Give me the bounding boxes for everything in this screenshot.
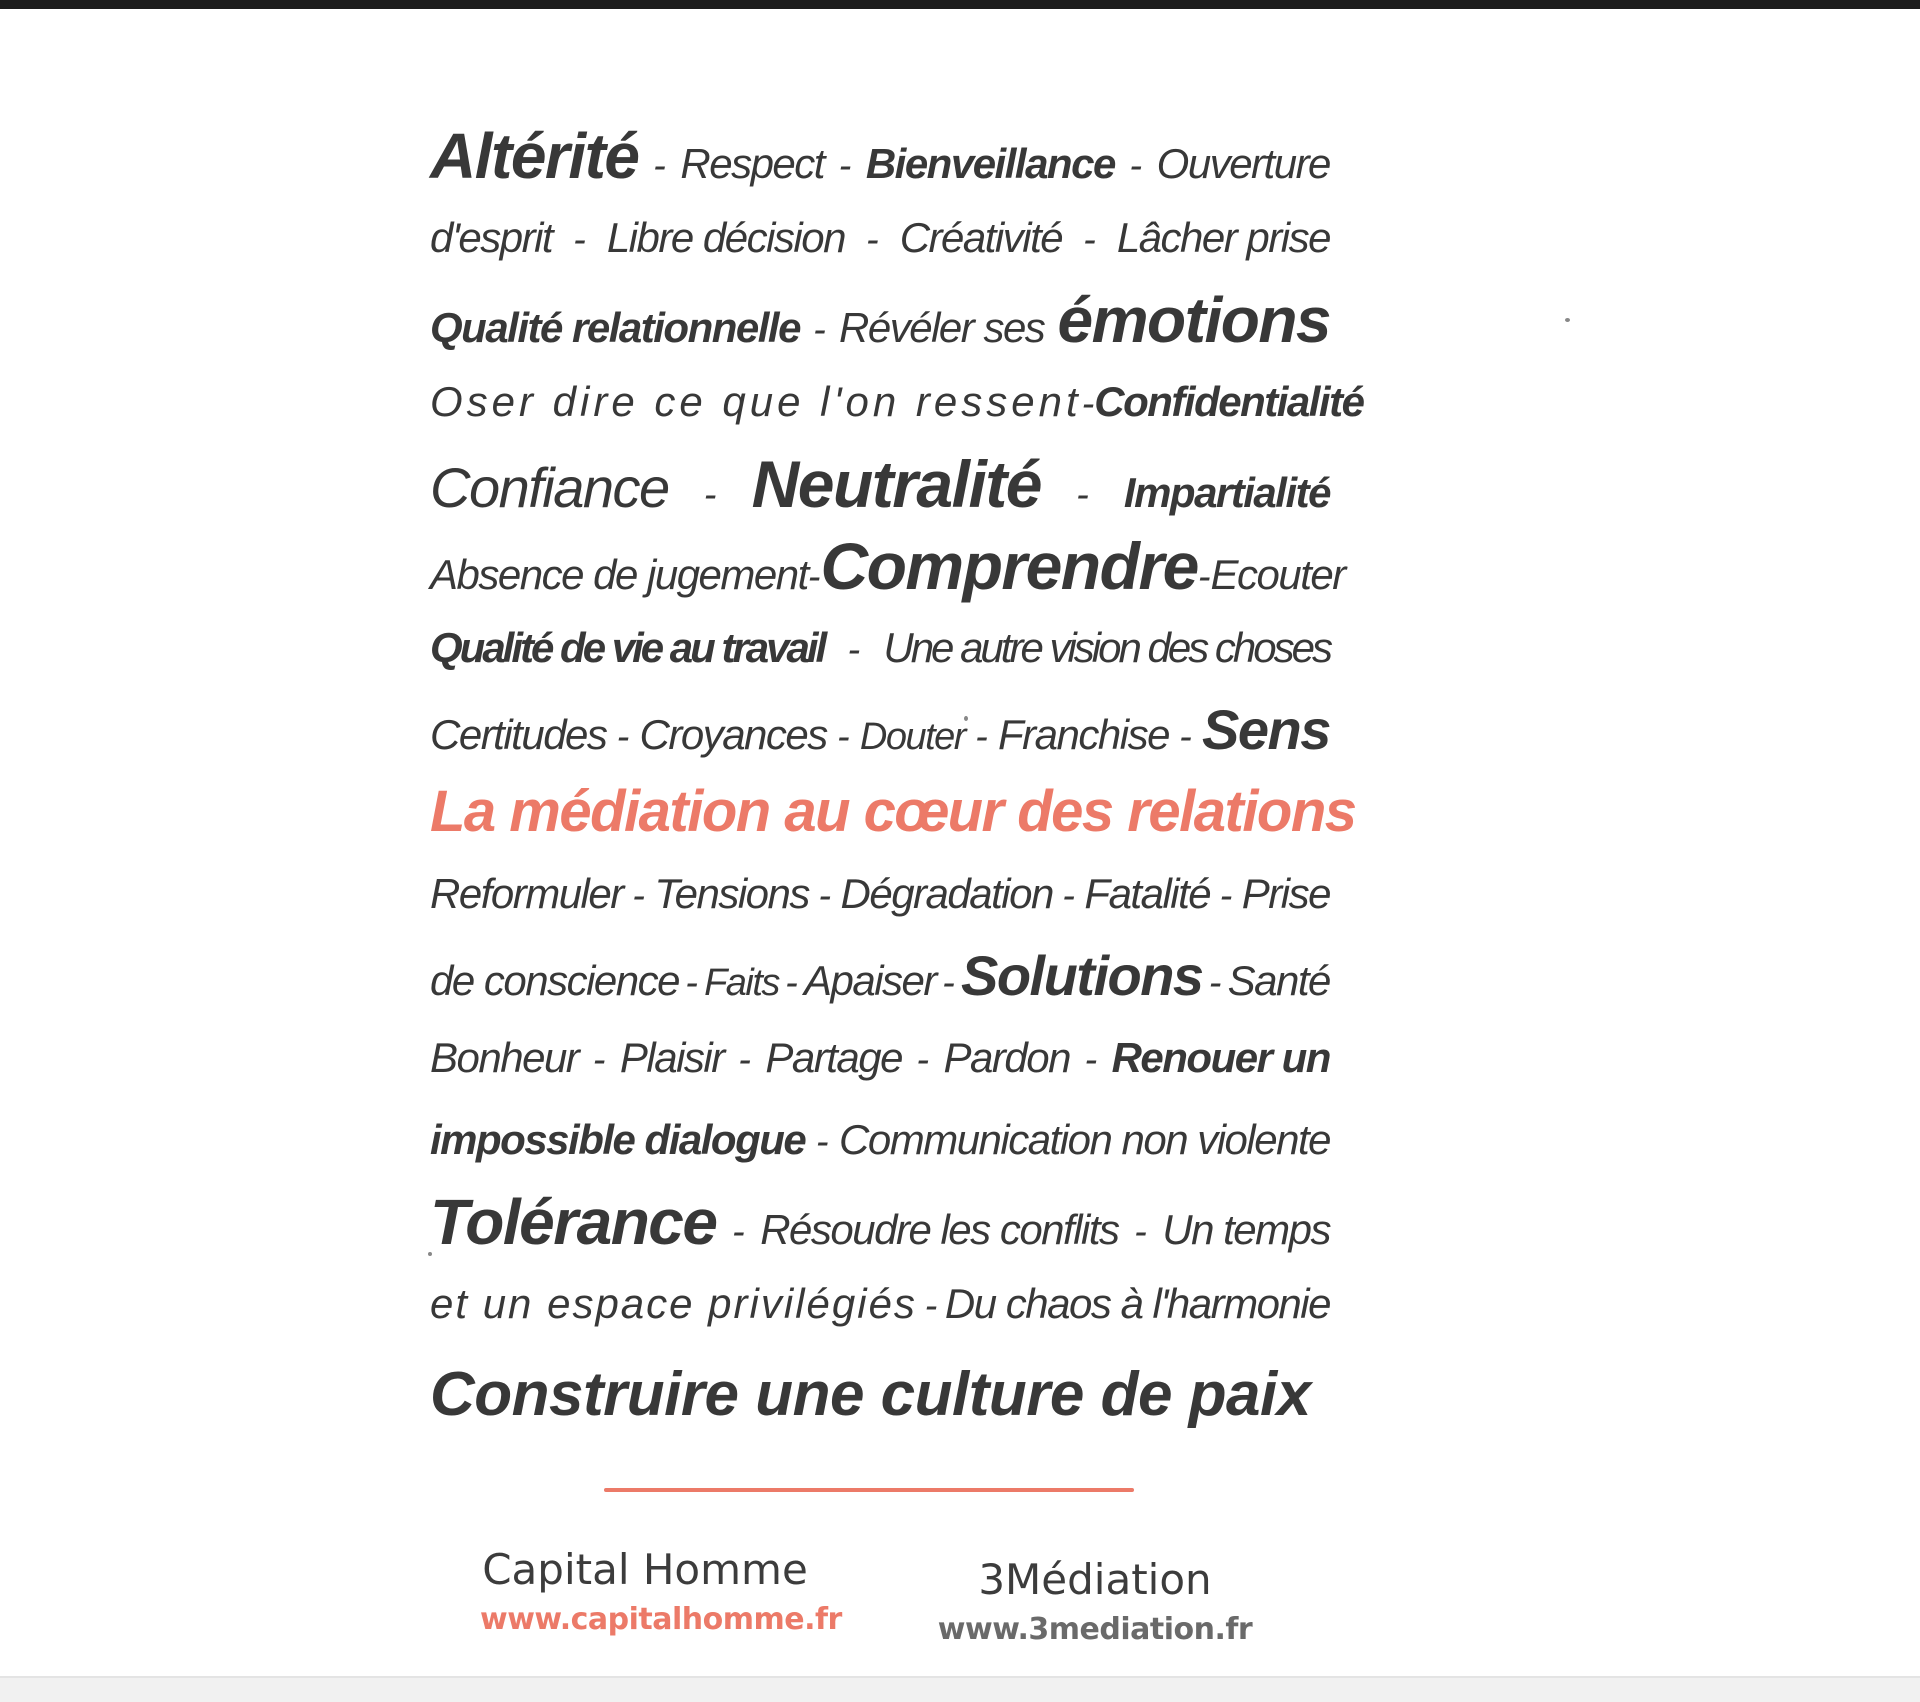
separator: -	[632, 875, 645, 917]
word-row	[430, 935, 1330, 1017]
word-chaos-harmonie: Du chaos à l'harmonie	[944, 1280, 1330, 1327]
word-emotions: émotions	[1057, 284, 1330, 356]
separator: -	[573, 219, 586, 261]
separator: -	[738, 1039, 751, 1081]
separator: -	[1219, 875, 1233, 917]
word-degradation: Dégradation	[840, 870, 1053, 917]
word-desprit: d'esprit	[430, 214, 553, 261]
scan-bottom-edge	[0, 1676, 1920, 1702]
word-partage: Partage	[765, 1034, 902, 1081]
separator: -	[616, 716, 630, 758]
word-cloud	[430, 115, 1364, 1445]
footer-url-link[interactable]: www.capitalhomme.fr	[480, 1602, 842, 1637]
separator: -	[1179, 716, 1192, 758]
word-neutralite: Neutralité	[751, 447, 1041, 521]
headline: La médiation au cœur des relations	[430, 779, 1356, 844]
word-confidentialite: Confidentialité	[1094, 378, 1364, 425]
word-creativite: Créativité	[899, 214, 1063, 261]
word-row	[430, 197, 1330, 279]
word-sante: Santé	[1227, 957, 1330, 1004]
word-row	[430, 525, 1345, 607]
word-lacher-prise: Lâcher prise	[1116, 214, 1330, 261]
separator: -	[847, 629, 861, 671]
word-row	[430, 853, 1330, 935]
word-comprendre: Comprendre	[820, 529, 1198, 603]
separator: -	[818, 875, 832, 917]
separator: -	[837, 716, 850, 758]
word-row	[430, 607, 1330, 689]
word-row	[430, 115, 1330, 197]
word-tolerance: Tolérance	[430, 1186, 717, 1258]
separator: -	[1208, 962, 1222, 1004]
separator: -	[807, 556, 821, 598]
word-ecouter: Ecouter	[1210, 551, 1345, 598]
word-bienveillance: Bienveillance	[865, 140, 1115, 187]
word-respect: Respect	[680, 140, 824, 187]
word-un-temps: Un temps	[1162, 1206, 1330, 1253]
separator: -	[942, 962, 955, 1004]
separator: -	[924, 1285, 938, 1327]
word-ouverture: Ouverture	[1156, 140, 1330, 187]
separator: -	[916, 1039, 930, 1081]
word-row	[430, 279, 1330, 361]
word-libre-decision: Libre décision	[606, 214, 845, 261]
word-apaiser: Apaiser	[804, 957, 936, 1004]
word-tensions: Tensions	[654, 870, 809, 917]
word-franchise: Franchise	[998, 711, 1169, 758]
scan-speck	[1565, 318, 1570, 322]
word-row	[430, 689, 1330, 771]
word-solutions: Solutions	[960, 944, 1203, 1007]
word-prise: Prise	[1241, 870, 1330, 917]
word-alterite: Altérité	[430, 120, 639, 192]
separator: -	[703, 474, 717, 516]
word-pardon: Pardon	[943, 1034, 1070, 1081]
separator: -	[1134, 1211, 1147, 1253]
word-bonheur: Bonheur	[430, 1034, 579, 1081]
separator: -	[785, 962, 798, 1004]
separator: -	[1084, 1039, 1098, 1081]
word-plaisir: Plaisir	[619, 1034, 724, 1081]
word-sens: Sens	[1202, 698, 1330, 761]
word-row	[430, 443, 1330, 525]
word-row	[430, 1099, 1330, 1181]
separator: -	[975, 716, 988, 758]
word-renouer-un: Renouer un	[1111, 1034, 1330, 1081]
separator: -	[866, 219, 879, 261]
word-qualite-de-vie: Qualité de vie au travail	[430, 624, 825, 671]
separator: -	[732, 1211, 745, 1253]
separator: -	[838, 145, 852, 187]
separator: -	[1081, 383, 1095, 425]
footer-name: 3Médiation	[978, 1555, 1212, 1604]
word-espace-privilegies: et un espace privilégiés	[430, 1280, 917, 1327]
separator: -	[813, 309, 826, 351]
word-row	[430, 1017, 1330, 1099]
scan-top-border	[0, 0, 1920, 9]
footer-capital-homme	[480, 1545, 842, 1637]
word-resoudre-conflits: Résoudre les conflits	[760, 1206, 1119, 1253]
word-impartialite: Impartialité	[1123, 469, 1330, 516]
closing-line: Construire une culture de paix	[430, 1360, 1311, 1429]
word-qualite-relationnelle: Qualité relationnelle	[430, 304, 800, 351]
word-oser-dire: Oser dire ce que l'on ressent	[430, 378, 1082, 425]
word-absence-de-jugement: Absence de jugement	[430, 551, 808, 598]
separator: -	[685, 962, 698, 1004]
word-douter: Douter	[859, 716, 965, 758]
word-de-conscience: de conscience	[430, 957, 680, 1004]
footer-name: Capital Homme	[482, 1545, 808, 1594]
separator: -	[1197, 556, 1211, 598]
separator: -	[592, 1039, 606, 1081]
word-row	[430, 1181, 1330, 1263]
separator: -	[1076, 474, 1089, 516]
word-row	[430, 361, 1364, 443]
separator: -	[1129, 145, 1143, 187]
word-communication: Communication non violente	[839, 1116, 1330, 1163]
separator: -	[1062, 875, 1075, 917]
word-faits: Faits	[704, 962, 779, 1004]
word-fatalite: Fatalité	[1084, 870, 1211, 917]
word-une-autre-vision: Une autre vision des choses	[883, 624, 1330, 671]
word-reveler-ses: Révéler ses	[839, 304, 1045, 351]
footer-url-link[interactable]: www.3mediation.fr	[937, 1612, 1253, 1647]
separator: -	[653, 145, 666, 187]
word-reformuler: Reformuler	[430, 870, 623, 917]
accent-divider	[604, 1488, 1134, 1492]
word-impossible-dialogue: impossible dialogue	[430, 1116, 806, 1163]
separator: -	[1083, 219, 1096, 261]
word-row	[430, 1263, 1330, 1345]
word-certitudes: Certitudes	[430, 711, 607, 758]
word-croyances: Croyances	[639, 711, 827, 758]
word-confiance: Confiance	[430, 456, 669, 519]
footer-3mediation	[930, 1555, 1260, 1647]
separator: -	[815, 1121, 829, 1163]
